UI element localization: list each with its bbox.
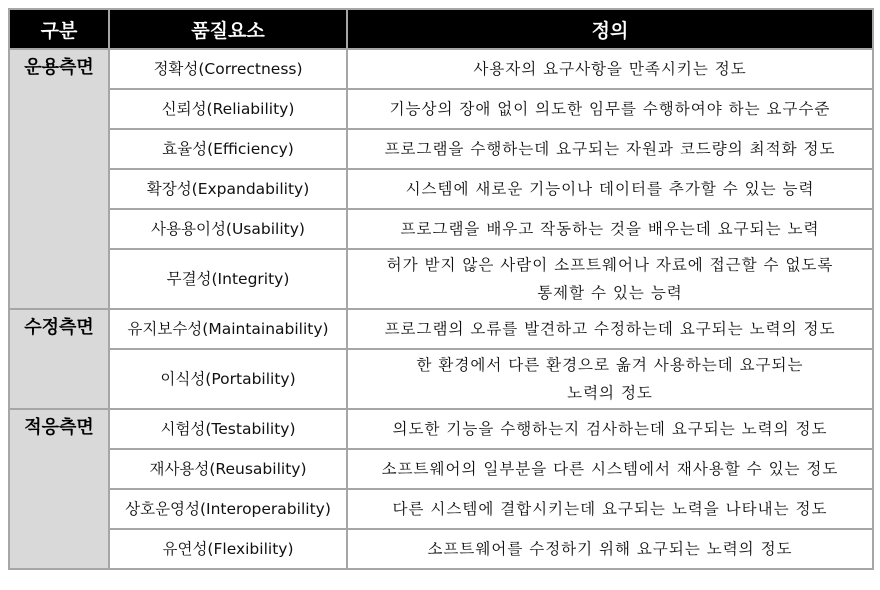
definition-cell: 의도한 기능을 수행하는지 검사하는데 요구되는 노력의 정도	[347, 409, 873, 449]
element-cell: 사용용이성(Usability)	[109, 209, 347, 249]
definition-cell: 프로그램을 수행하는데 요구되는 자원과 코드량의 최적화 정도	[347, 129, 873, 169]
element-cell: 이식성(Portability)	[109, 349, 347, 409]
table-row	[9, 529, 873, 569]
element-cell: 유연성(Flexibility)	[109, 529, 347, 569]
element-cell: 정확성(Correctness)	[109, 49, 347, 89]
table-row	[9, 489, 873, 529]
table-row	[9, 249, 873, 309]
definition-cell: 소프트웨어의 일부분을 다른 시스템에서 재사용할 수 있는 정도	[347, 449, 873, 489]
header-element: 품질요소	[109, 9, 347, 49]
element-cell: 신뢰성(Reliability)	[109, 89, 347, 129]
header-definition: 정의	[347, 9, 873, 49]
category-cell: 적응측면	[9, 409, 109, 569]
definition-cell	[347, 249, 873, 309]
element-cell: 재사용성(Reusability)	[109, 449, 347, 489]
definition-cell: 기능상의 장애 없이 의도한 임무를 수행하여야 하는 요구수준	[347, 89, 873, 129]
element-cell: 시험성(Testability)	[109, 409, 347, 449]
definition-line: 한 환경에서 다른 환경으로 옮겨 사용하는데 요구되는	[416, 356, 804, 374]
category-cell: 운용측면	[9, 49, 109, 309]
definition-line: 노력의 정도	[567, 384, 653, 402]
table-row	[9, 449, 873, 489]
definition-cell: 프로그램을 배우고 작동하는 것을 배우는데 요구되는 노력	[347, 209, 873, 249]
quality-factors-table	[8, 8, 874, 570]
table-row	[9, 209, 873, 249]
definition-cell: 소프트웨어를 수정하기 위해 요구되는 노력의 정도	[347, 529, 873, 569]
table-row	[9, 349, 873, 409]
header-category: 구분	[9, 9, 109, 49]
table-row	[9, 169, 873, 209]
definition-line: 통제할 수 있는 능력	[537, 284, 683, 302]
definition-cell: 다른 시스템에 결합시키는데 요구되는 노력을 나타내는 정도	[347, 489, 873, 529]
definition-cell: 프로그램의 오류를 발견하고 수정하는데 요구되는 노력의 정도	[347, 309, 873, 349]
element-cell: 무결성(Integrity)	[109, 249, 347, 309]
table-row	[9, 89, 873, 129]
definition-cell: 시스템에 새로운 기능이나 데이터를 추가할 수 있는 능력	[347, 169, 873, 209]
table-row	[9, 49, 873, 89]
element-cell: 유지보수성(Maintainability)	[109, 309, 347, 349]
table-row	[9, 309, 873, 349]
element-cell: 효율성(Efficiency)	[109, 129, 347, 169]
table-row	[9, 409, 873, 449]
category-cell: 수정측면	[9, 309, 109, 409]
definition-cell: 사용자의 요구사항을 만족시키는 정도	[347, 49, 873, 89]
element-cell: 상호운영성(Interoperability)	[109, 489, 347, 529]
definition-line: 허가 받지 않은 사람이 소프트웨어나 자료에 접근할 수 없도록	[386, 256, 834, 274]
table-row	[9, 129, 873, 169]
table-header-row	[9, 9, 873, 49]
element-cell: 확장성(Expandability)	[109, 169, 347, 209]
definition-cell	[347, 349, 873, 409]
quality-table-container	[8, 8, 872, 570]
